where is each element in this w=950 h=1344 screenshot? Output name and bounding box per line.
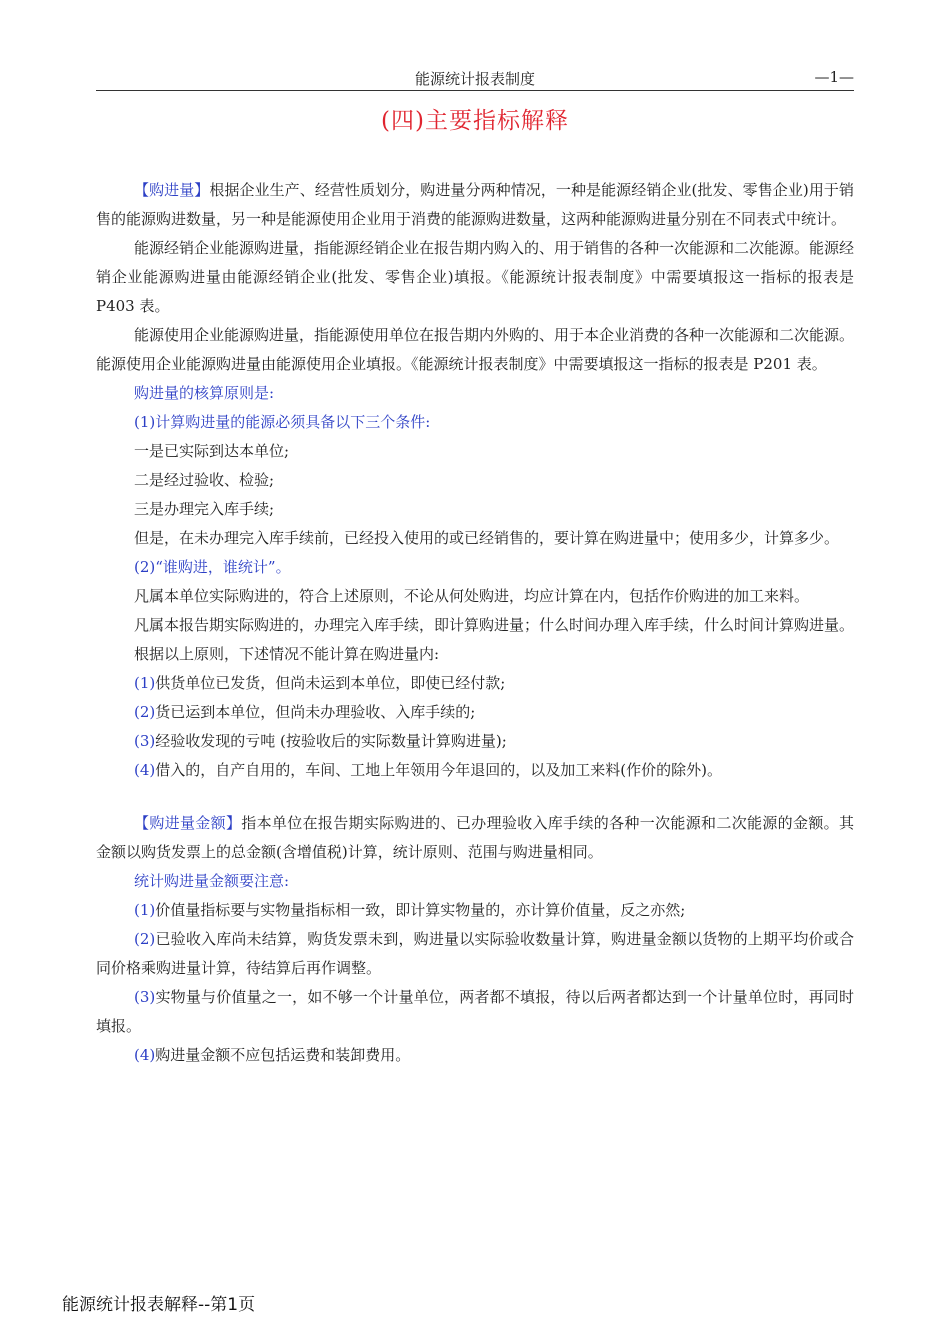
page-header — [96, 62, 854, 91]
paragraph-purchase-volume: 【购进量】根据企业生产、经营性质划分，购进量分两种情况，一种是能源经销企业(批发、零售企业)用于销售的能源购进数量，另一种是能源使用企业用于消费的能源购进数量，这两种能源购进量分别在不同表式中统计。 — [96, 181, 854, 228]
term-purchase-amount: 【购进量金额】 — [134, 814, 242, 832]
paragraph: 能源使用企业能源购进量，指能源使用单位在报告期内外购的、用于本企业消费的各种一次能源和二次能源。能源使用企业能源购进量由能源使用企业填报。《能源统计报表制度》中需要填报这一指标的报表是 P201 表。 — [96, 326, 855, 373]
section-gap — [96, 785, 854, 809]
list-item: 一是已实际到达本单位; — [134, 442, 290, 460]
document-body — [96, 176, 854, 1070]
list-item: (2)货已运到本单位，但尚未办理验收、入库手续的; — [134, 703, 476, 721]
paragraph: 但是，在未办理完入库手续前，已经投入使用的或已经销售的，要计算在购进量中；使用多少，计算多少。 — [134, 529, 840, 547]
list-item: 二是经过验收、检验; — [134, 471, 275, 489]
subheading-rule2: (2)“谁购进，谁统计”。 — [134, 558, 291, 576]
list-item: (4)借入的，自产自用的，车间、工地上年领用今年退回的，以及加工来料(作价的除外)。 — [134, 761, 722, 779]
subheading-conditions: (1)计算购进量的能源必须具备以下三个条件: — [134, 413, 431, 431]
paragraph: 根据以上原则，下述情况不能计算在购进量内: — [134, 645, 440, 663]
subheading-principles: 购进量的核算原则是: — [134, 384, 275, 402]
paragraph: 凡属本单位实际购进的，符合上述原则，不论从何处购进，均应计算在内，包括作价购进的加工来料。 — [134, 587, 810, 605]
list-item: (2)已验收入库尚未结算，购货发票未到，购进量以实际验收数量计算，购进量金额以货物的上期平均价或合同价格乘购进量计算，待结算后再作调整。 — [96, 930, 854, 977]
paragraph-purchase-amount: 【购进量金额】指本单位在报告期实际购进的、已办理验收入库手续的各种一次能源和二次能源的金额。其金额以购货发票上的总金额(含增值税)计算，统计原则、范围与购进量相同。 — [96, 814, 854, 861]
term-purchase-volume: 【购进量】 — [134, 181, 210, 199]
subheading-notes: 统计购进量金额要注意: — [134, 872, 290, 890]
list-item: (1)价值量指标要与实物量指标相一致，即计算实物量的，亦计算价值量，反之亦然; — [134, 901, 686, 919]
header-title: 能源统计报表制度 — [414, 70, 535, 88]
list-item: (3)经验收发现的亏吨 (按验收后的实际数量计算购进量); — [134, 732, 507, 750]
paragraph: 凡属本报告期实际购进的，办理完入库手续，即计算购进量；什么时间办理入库手续，什么时间计算购进量。 — [134, 616, 855, 634]
paragraph: 能源经销企业能源购进量，指能源经销企业在报告期内购入的、用于销售的各种一次能源和二次能源。能源经销企业能源购进量由能源经销企业(批发、零售企业)填报。《能源统计报表制度》中需要填报这一指标的报表是 P403 表。 — [96, 239, 855, 315]
list-item: (4)购进量金额不应包括运费和装卸费用。 — [134, 1046, 411, 1064]
document-title: (四)主要指标解释 — [381, 108, 569, 134]
list-item: (1)供货单位已发货，但尚未运到本单位，即使已经付款; — [134, 674, 506, 692]
list-item: 三是办理完入库手续; — [134, 500, 275, 518]
page-footer: 能源统计报表解释--第1页 — [62, 1295, 256, 1315]
header-page-number: —1— — [814, 68, 854, 86]
list-item: (3)实物量与价值量之一，如不够一个计量单位，两者都不填报，待以后两者都达到一个计量单位时，再同时填报。 — [96, 988, 854, 1035]
